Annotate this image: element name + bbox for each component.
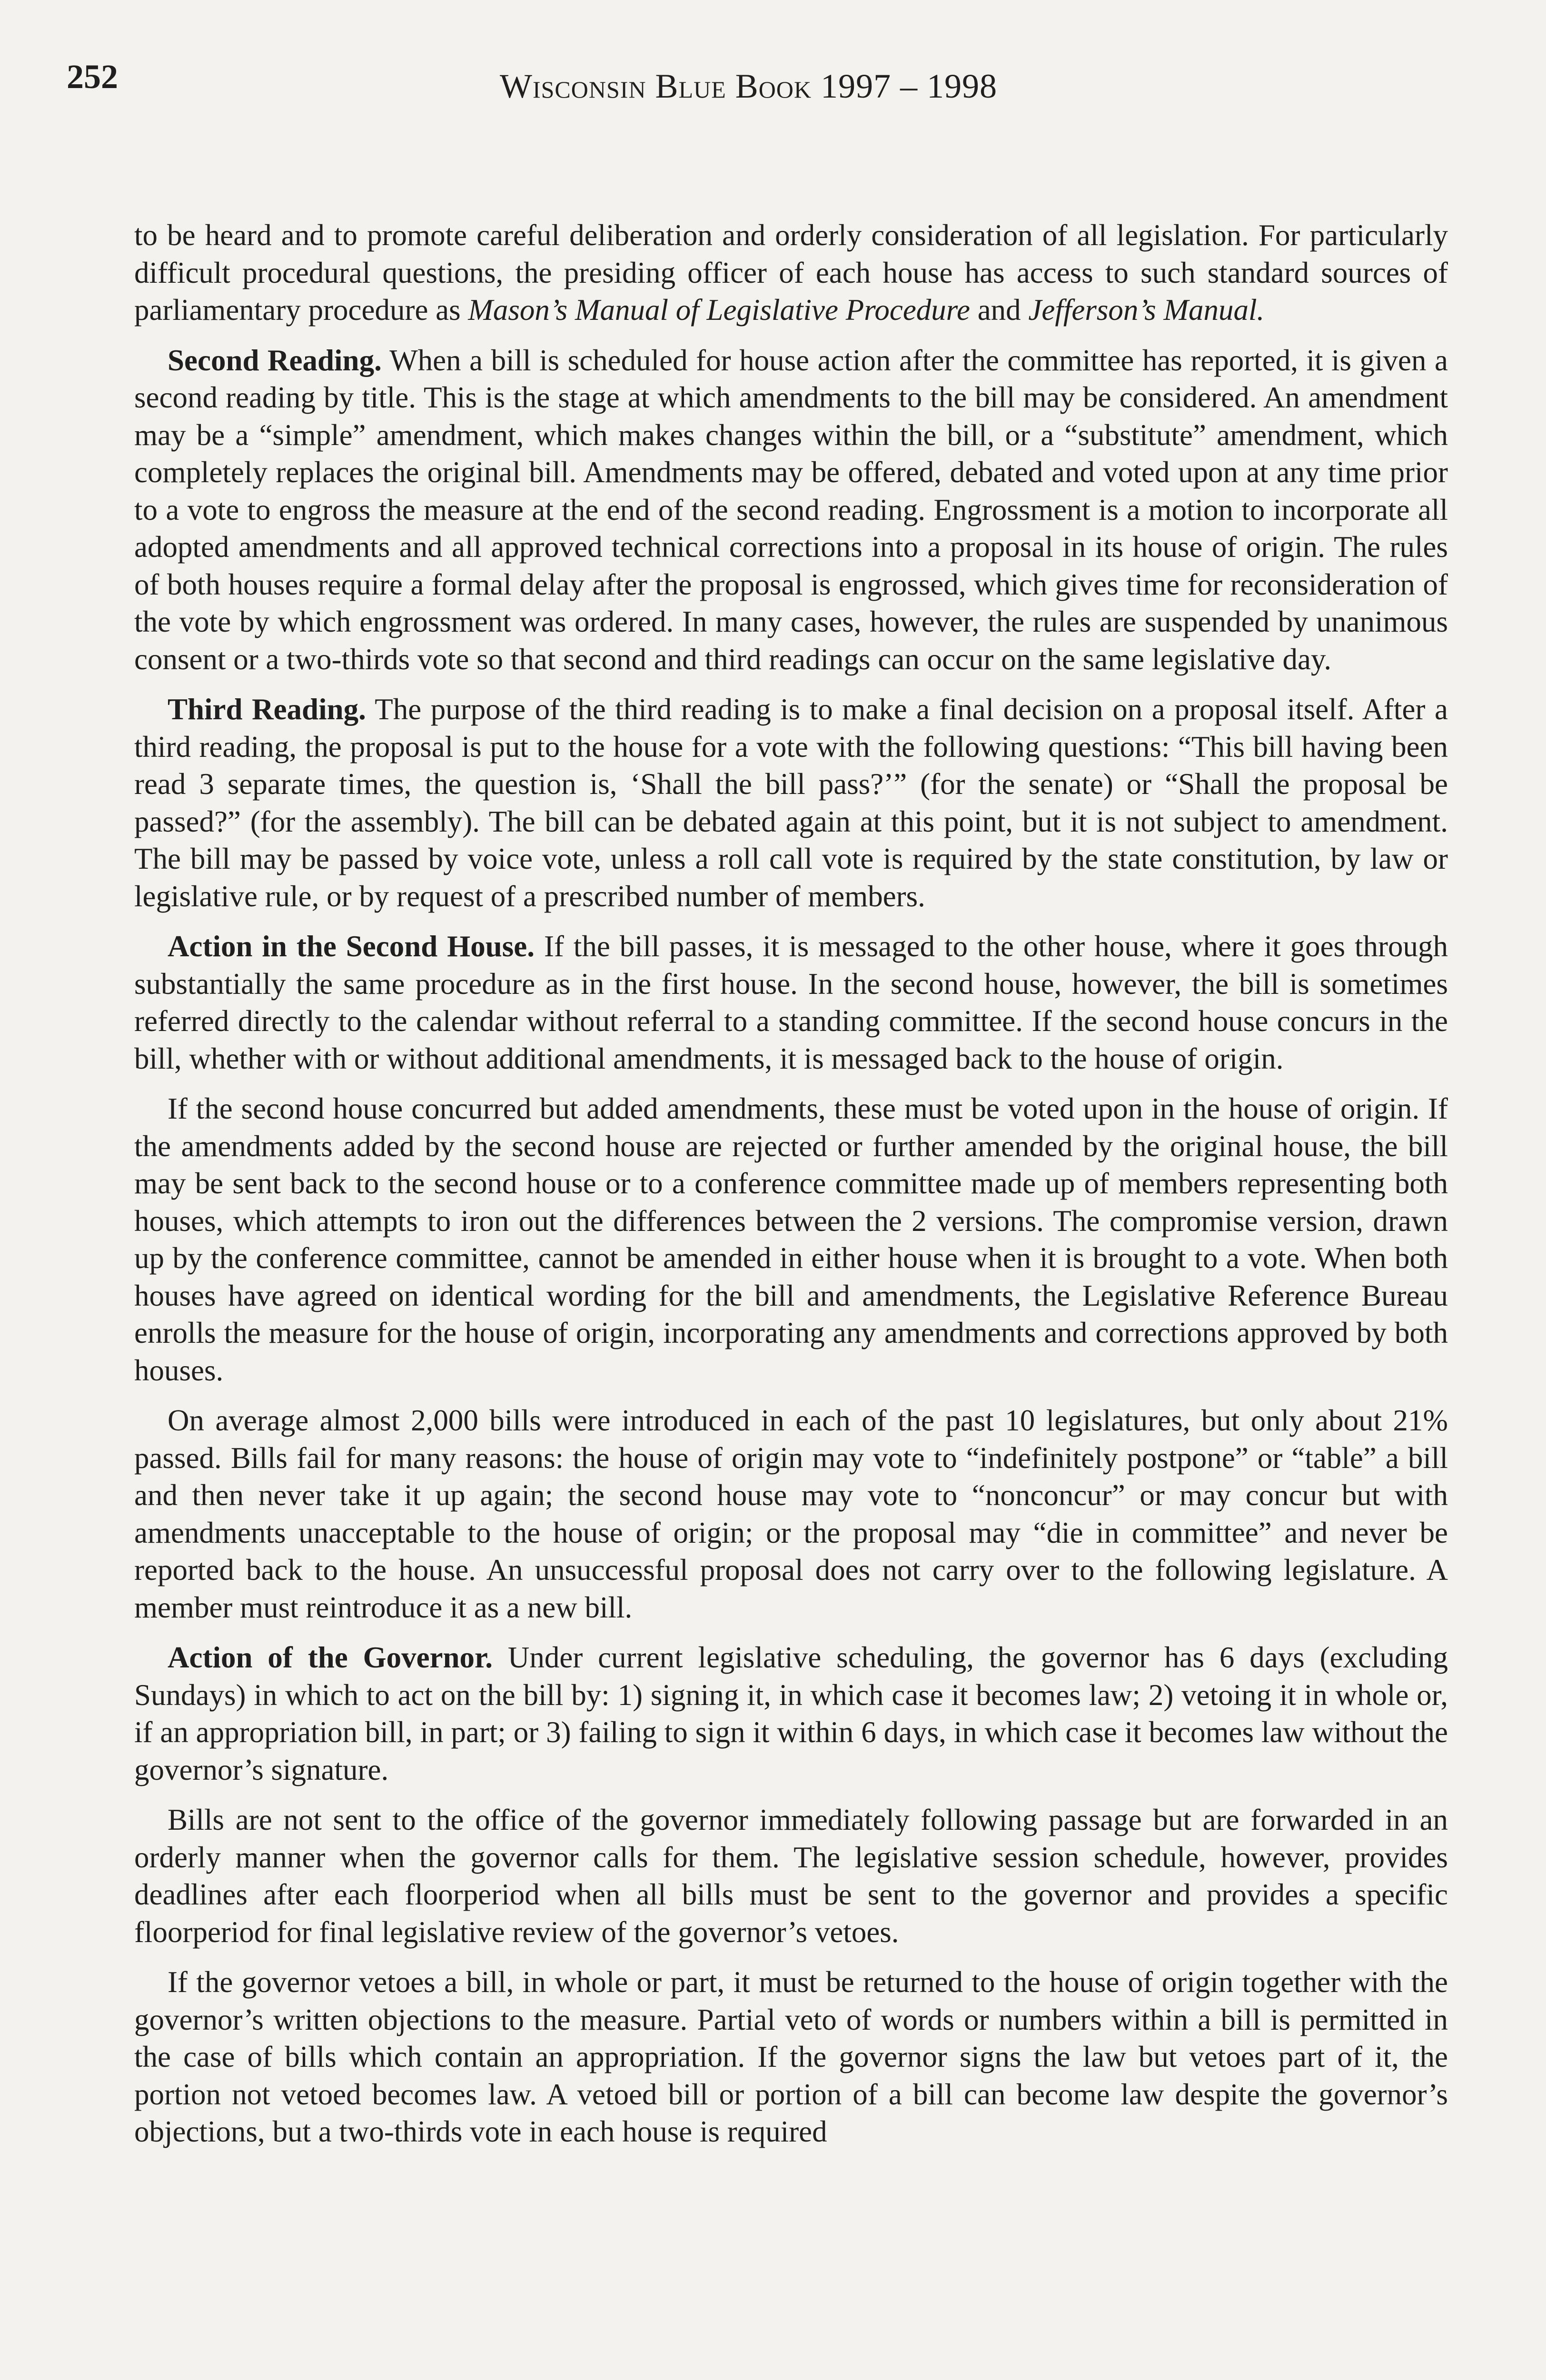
- paragraph-second-house: [134, 928, 1448, 1077]
- page-header: [67, 57, 1476, 114]
- paragraph-text: When a bill is scheduled for house action after the committee has reported, it is given a second reading by title. This is the stage at which amendments to the bill may be considered. An amendment may be a “simple” amendment, which makes changes within the bill, or a “substitute” amendment, which completely replaces the original bill. Amendments may be offered, debated and voted upon at any time prior to a vote to engross the measure at the end of the second reading. Engrossment is a motion to incorporate all adopted amendments and all approved technical corrections into a proposal in its house of origin. The rules of both houses require a formal delay after the proposal is engrossed, which gives time for reconsideration of the vote by which engrossment was ordered. In many cases, however, the rules are suspended by unanimous consent or a two-thirds vote so that second and third readings can occur on the same legislative day.: [134, 343, 1448, 676]
- paragraph-second-reading: [134, 342, 1448, 678]
- paragraph-text: Bills are not sent to the office of the governor immediately following passage but are forwarded in an orderly manner when the governor calls for them. The legislative session schedule, however, provides deadlines after each floorperiod when all bills must be sent to the governor and provides a specific floorperiod for final legislative review of the governor’s vetoes.: [134, 1803, 1448, 1949]
- paragraph-bills-forwarded: [134, 1801, 1448, 1951]
- paragraph-text: The purpose of the third reading is to make a final decision on a proposal itself. After a third reading, the proposal is put to the house for a vote with the following questions: “This bill having been read 3 separate times, the question is, ‘Shall the bill pass?’” (for the senate) or “Shall the proposal be passed?” (for the assembly). The bill can be debated again at this point, but it is not subject to amendment. The bill may be passed by voice vote, unless a roll call vote is required by the state constitution, by law or legislative rule, or by request of a prescribed number of members.: [134, 693, 1448, 913]
- paragraph-veto: [134, 1964, 1448, 2151]
- section-heading-governor-action: Action of the Governor.: [168, 1641, 493, 1674]
- section-heading-third-reading: Third Reading.: [168, 693, 366, 726]
- section-heading-second-reading: Second Reading.: [168, 343, 382, 377]
- paragraph-third-reading: [134, 691, 1448, 915]
- running-title: Wisconsin Blue Book 1997 – 1998: [500, 67, 998, 105]
- paragraph-text: If the second house concurred but added amendments, these must be voted upon in the house of origin. If the amendments added by the second house are rejected or further amended by the original house, the bill may be sent back to the second house or to a conference committee made up of members representing both houses, which attempts to iron out the differences between the 2 versions. The compromise version, drawn up by the conference committee, cannot be amended in either house when it is brought to a vote. When both houses have agreed on identical wording for the bill and amendments, the Legislative Reference Bureau enrolls the measure for the house of origin, incorporating any amendments and corrections approved by both houses.: [134, 1092, 1448, 1387]
- paragraph-governor-action: [134, 1639, 1448, 1788]
- paragraph-intro-continued: [134, 217, 1448, 329]
- paragraph-text: to be heard and to promote careful deliberation and orderly consideration of all legislation. For particularly difficult procedural questions, the presiding officer of each house has access to such standard sources of parliamentary procedure as: [134, 218, 1448, 327]
- page-number: 252: [67, 58, 118, 96]
- paragraph-text: Under current legislative scheduling, the governor has 6 days (excluding Sundays) in which to act on the bill by: 1) signing it, in which case it becomes law; 2) vetoing it in whole or, if an appropriation bill, in part; or 3) failing to sign it within 6 days, in which case it becomes law without the governor’s signature.: [134, 1641, 1448, 1786]
- body-text: [134, 217, 1448, 2163]
- paragraph-text: If the bill passes, it is messaged to the other house, where it goes through substantially the same procedure as in the first house. In the second house, however, the bill is sometimes referred directly to the calendar without referral to a standing committee. If the second house concurs in the bill, whether with or without additional amendments, it is messaged back to the house of origin.: [134, 930, 1448, 1075]
- paragraph-text: On average almost 2,000 bills were introduced in each of the past 10 legislatures, but only about 21% passed. Bills fail for many reasons: the house of origin may vote to “indefinitely postpone” or “table” a bill and then never take it up again; the second house may vote to “nonconcur” or may concur but with amendments unacceptable to the house of origin; or the proposal may “die in committee” and never be reported back to the house. An unsuccessful proposal does not carry over to the following legislature. A member must reintroduce it as a new bill.: [134, 1404, 1448, 1624]
- paragraph-bill-statistics: [134, 1402, 1448, 1626]
- masons-manual-title: Mason’s Manual of Legislative Procedure: [468, 293, 970, 327]
- section-heading-second-house: Action in the Second House.: [168, 930, 535, 963]
- paragraph-concurred-amendments: [134, 1090, 1448, 1389]
- jeffersons-manual-title: Jefferson’s Manual.: [1028, 293, 1265, 327]
- paragraph-text: If the governor vetoes a bill, in whole or part, it must be returned to the house of origin together with the governor’s written objections to the measure. Partial veto of words or numbers within a bill is permitted in the case of bills which contain an appropriation. If the governor signs the law but vetoes part of it, the portion not vetoed becomes law. A vetoed bill or portion of a bill can become law despite the governor’s objections, but a two-thirds vote in each house is required: [134, 1965, 1448, 2148]
- paragraph-text: and: [970, 293, 1029, 327]
